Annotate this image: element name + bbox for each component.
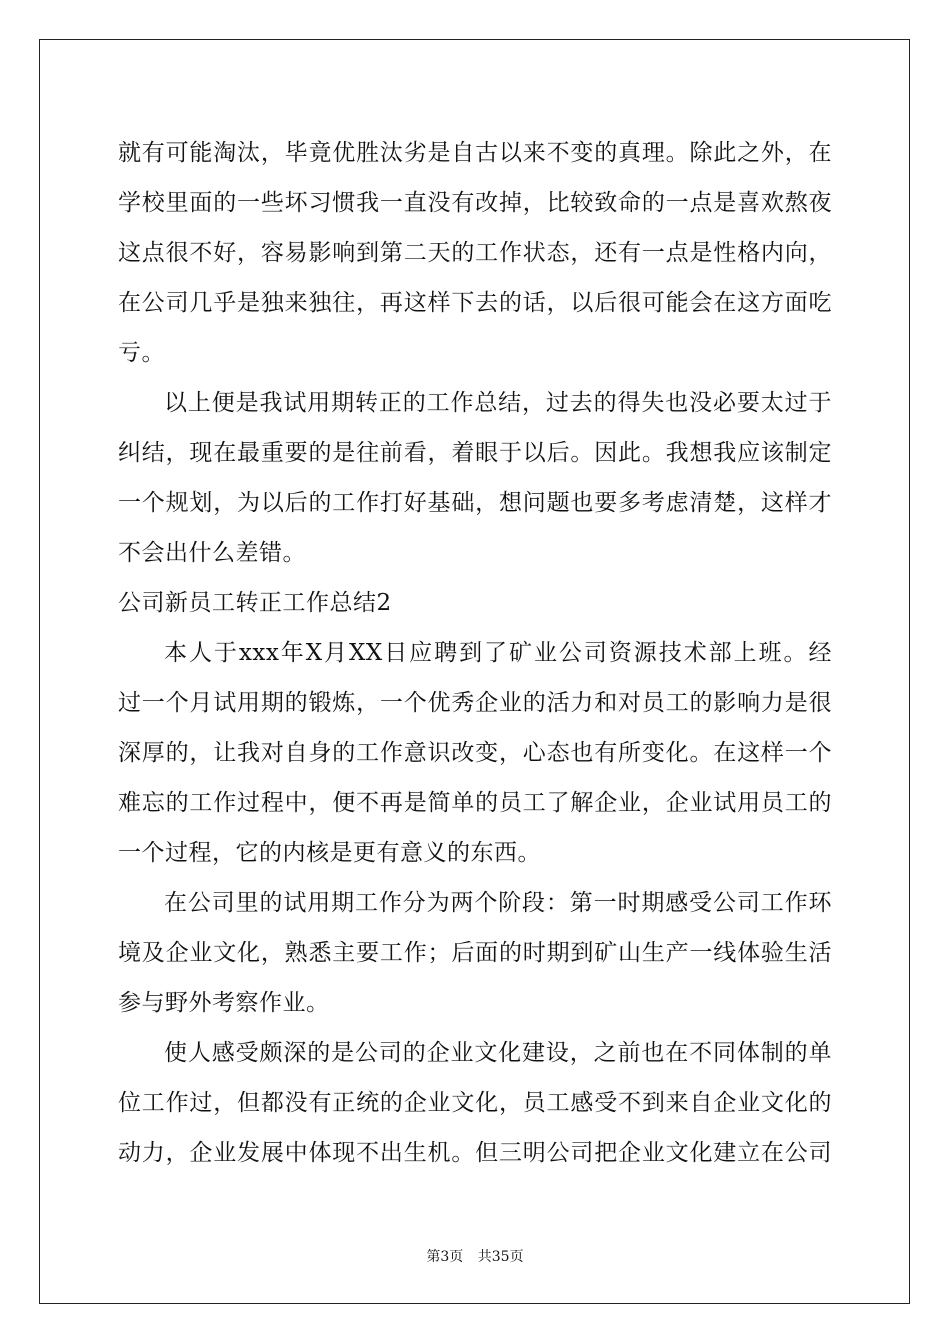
text-line: 参与野外考察作业。 [118, 990, 330, 1016]
page-number: 第3页 [426, 1249, 464, 1265]
text-line: 本人于xxx年X月XX日应聘到了矿业公司资源技术部上班。经 [164, 640, 832, 666]
text-line: 一个规划，为以后的工作打好基础，想问题也要多考虑清楚，这样才 [118, 490, 832, 516]
text-line: 动力，企业发展中体现不出生机。但三明公司把企业文化建立在公司 [118, 1140, 832, 1166]
text-line: 在公司里的试用期工作分为两个阶段：第一时期感受公司工作环 [164, 890, 832, 916]
text-line: 位工作过，但都没有正统的企业文化，员工感受不到来自企业文化的 [118, 1090, 832, 1116]
text-line: 深厚的，让我对自身的工作意识改变，心态也有所变化。在这样一个 [118, 740, 832, 766]
text-line: 过一个月试用期的锻炼，一个优秀企业的活力和对员工的影响力是很 [118, 690, 832, 716]
text-line: 纠结，现在最重要的是往前看，着眼于以后。因此。我想我应该制定 [118, 440, 832, 466]
text-line: 在公司几乎是独来独往，再这样下去的话，以后很可能会在这方面吃 [118, 290, 832, 316]
text-line: 学校里面的一些坏习惯我一直没有改掉，比较致命的一点是喜欢熬夜 [118, 190, 832, 216]
text-line: 难忘的工作过程中，便不再是简单的员工了解企业，企业试用员工的 [118, 790, 832, 816]
text-line: 使人感受颇深的是公司的企业文化建设，之前也在不同体制的单 [164, 1040, 832, 1066]
document-body [118, 128, 832, 1178]
text-line: 境及企业文化，熟悉主要工作；后面的时期到矿山生产一线体验生活 [118, 940, 832, 966]
text-line: 一个过程，它的内核是更有意义的东西。 [118, 840, 541, 866]
text-line: 不会出什么差错。 [118, 540, 306, 566]
text-line: 就有可能淘汰，毕竟优胜汰劣是自古以来不变的真理。除此之外，在 [118, 140, 832, 166]
text-line: 以上便是我试用期转正的工作总结，过去的得失也没必要太过于 [164, 390, 832, 416]
text-line: 这点很不好，容易影响到第二天的工作状态，还有一点是性格内向， [118, 240, 832, 266]
page-footer [0, 1247, 950, 1267]
text-line: 亏。 [118, 340, 165, 366]
page-total: 共35页 [477, 1249, 524, 1265]
section-heading: 公司新员工转正工作总结2 [118, 590, 392, 616]
